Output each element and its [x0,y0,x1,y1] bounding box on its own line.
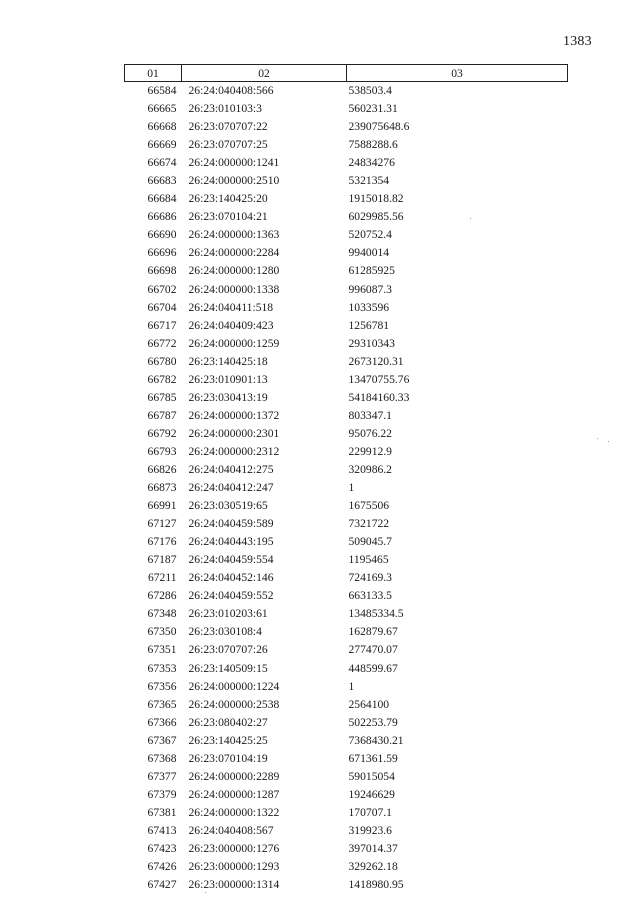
cadastral-number-cell: 26:24:040412:247 [188,481,274,495]
cadastral-number-cell: 26:23:070104:19 [188,751,268,765]
cadastral-number-cell: 26:23:010103:3 [188,102,262,116]
table-row [125,515,568,533]
cadastral-number-cell: 26:23:000000:1314 [188,878,280,892]
row-id-cell: 66704 [147,300,177,314]
table-row [125,858,568,876]
table-row [125,82,568,101]
cadastral-number-cell: 26:23:000000:1293 [188,860,280,874]
table-row [125,425,568,443]
row-id-cell: 67423 [147,841,177,855]
scan-speck [470,218,471,219]
cadastral-number-cell: 26:24:000000:1280 [188,264,280,278]
table-row [125,840,568,858]
cadastral-number-cell: 26:24:040443:195 [188,535,274,549]
value-cell: 54184160.33 [348,390,410,404]
cadastral-number-cell: 26:23:140509:15 [188,661,268,675]
value-cell: 448599.67 [348,661,398,675]
row-id-cell: 67353 [147,661,177,675]
value-cell: 1033596 [348,300,390,314]
row-id-cell: 66717 [147,318,177,332]
value-cell: 996087.3 [348,282,392,296]
table-row [125,172,568,190]
value-cell: 1915018.82 [348,192,404,206]
header-cell-02: 02 [182,65,347,82]
table-row [125,353,568,371]
value-cell: 229912.9 [348,444,392,458]
value-cell: 520752.4 [348,228,392,242]
cadastral-number-cell: 26:24:040459:552 [188,589,274,603]
table-row [125,569,568,587]
value-cell: 502253.79 [348,715,398,729]
cadastral-number-cell: 26:24:000000:2289 [188,769,280,783]
cadastral-number-cell: 26:24:000000:1372 [188,408,280,422]
row-id-cell: 66702 [147,282,177,296]
table-row [125,226,568,244]
cadastral-number-cell: 26:24:000000:1363 [188,228,280,242]
table-row [125,623,568,641]
cadastral-number-cell: 26:24:040412:275 [188,463,274,476]
value-cell: 9940014 [348,246,390,260]
cadastral-number-cell: 26:23:030108:4 [188,625,262,639]
value-cell: 2673120.31 [348,354,404,368]
row-id-cell: 66873 [147,481,177,495]
row-id-cell: 66668 [147,120,177,134]
value-cell: 2564100 [348,697,390,711]
cadastral-number-cell: 26:24:000000:1287 [188,787,280,801]
table-row [125,118,568,136]
table-row [125,461,568,479]
table-row [125,335,568,353]
value-cell: 13485334.5 [348,607,404,621]
value-cell: 19246629 [348,787,395,801]
row-id-cell: 66665 [147,102,177,116]
cadastral-number-cell: 26:23:000000:1276 [188,841,280,855]
table-row [125,100,568,118]
value-cell: 1 [348,679,355,693]
cadastral-number-cell: 26:24:040408:566 [188,84,274,98]
value-cell: 724169.3 [348,571,392,585]
row-id-cell: 67127 [147,517,177,531]
cadastral-number-cell: 26:24:000000:2510 [188,174,280,188]
row-id-cell: 67426 [147,860,177,874]
cadastral-number-cell: 26:23:070104:21 [188,210,268,224]
scan-speck [608,441,609,442]
cadastral-number-cell: 26:23:030519:65 [188,499,268,513]
scan-speck [597,438,598,439]
table-row [125,533,568,551]
table-row [125,497,568,515]
cadastral-number-cell: 26:24:000000:1241 [188,156,280,170]
cadastral-number-cell: 26:24:000000:1338 [188,282,280,296]
table-row [125,786,568,804]
value-cell: 320986.2 [348,463,392,476]
row-id-cell: 67286 [147,589,177,603]
header-cell-03: 03 [347,65,568,82]
row-id-cell: 67211 [147,571,177,585]
table-row [125,587,568,605]
data-table [124,64,568,894]
table-row [125,244,568,262]
row-id-cell: 67366 [147,715,177,729]
value-cell: 319923.6 [348,823,392,837]
value-cell: 7321722 [348,517,390,531]
row-id-cell: 66669 [147,138,177,152]
cadastral-number-cell: 26:24:040408:567 [188,823,274,837]
table-row [125,732,568,750]
cadastral-number-cell: 26:24:040411:518 [188,300,274,314]
row-id-cell: 66991 [147,499,177,513]
cadastral-number-cell: 26:24:000000:2538 [188,697,280,711]
table-row [125,876,568,894]
row-id-cell: 66686 [147,210,177,224]
row-id-cell: 67350 [147,625,177,639]
cadastral-number-cell: 26:23:070707:25 [188,138,268,152]
row-id-cell: 67176 [147,535,177,549]
header-row [125,65,568,82]
value-cell: 13470755.76 [348,372,410,386]
value-cell: 162879.67 [348,625,398,639]
row-id-cell: 66826 [147,463,177,476]
header-cell-01: 01 [125,65,182,82]
value-cell: 170707.1 [348,805,392,819]
value-cell: 7588288.6 [348,138,398,152]
row-id-cell: 66698 [147,264,177,278]
row-id-cell: 66792 [147,426,177,440]
cadastral-number-cell: 26:23:030413:19 [188,390,268,404]
row-id-cell: 67427 [147,878,177,892]
row-id-cell: 66780 [147,354,177,368]
value-cell: 277470.07 [348,643,398,657]
cadastral-number-cell: 26:23:140425:25 [188,733,268,747]
value-cell: 803347.1 [348,408,392,422]
table-header [125,65,568,82]
value-cell: 239075648.6 [348,120,410,134]
row-id-cell: 67356 [147,679,177,693]
row-id-cell: 66683 [147,174,177,188]
row-id-cell: 67351 [147,643,177,657]
table-row [125,551,568,569]
table-body [125,82,568,895]
row-id-cell: 67368 [147,751,177,765]
row-id-cell: 67413 [147,823,177,837]
row-id-cell: 67379 [147,787,177,801]
page-number: 1383 [563,34,592,49]
cadastral-number-cell: 26:24:000000:1322 [188,805,280,819]
table-row [125,660,568,678]
value-cell: 671361.59 [348,751,398,765]
row-id-cell: 67348 [147,607,177,621]
value-cell: 538503.4 [348,84,392,98]
value-cell: 29310343 [348,336,395,350]
scan-speck [205,892,206,893]
value-cell: 61285925 [348,264,395,278]
value-cell: 1675506 [348,499,390,513]
row-id-cell: 67187 [147,553,177,567]
row-id-cell: 66690 [147,228,177,242]
row-id-cell: 66785 [147,390,177,404]
cadastral-number-cell: 26:23:070707:22 [188,120,268,134]
table-row [125,190,568,208]
row-id-cell: 66793 [147,444,177,458]
cadastral-number-cell: 26:24:000000:2312 [188,444,280,458]
table-row [125,714,568,732]
value-cell: 1418980.95 [348,878,404,892]
value-cell: 329262.18 [348,860,398,874]
cadastral-number-cell: 26:23:080402:27 [188,715,268,729]
table-row [125,641,568,659]
cadastral-number-cell: 26:23:010203:61 [188,607,268,621]
row-id-cell: 67367 [147,733,177,747]
table-row [125,299,568,317]
value-cell: 1195465 [348,553,389,567]
cadastral-number-cell: 26:24:000000:1224 [188,679,280,693]
row-id-cell: 66584 [147,84,177,98]
value-cell: 24834276 [348,156,395,170]
table-row [125,678,568,696]
table-row [125,750,568,768]
table-row [125,696,568,714]
row-id-cell: 66782 [147,372,177,386]
table-row [125,136,568,154]
row-id-cell: 66787 [147,408,177,422]
cadastral-number-cell: 26:24:040459:589 [188,517,274,531]
value-cell: 5321354 [348,174,390,188]
cadastral-number-cell: 26:24:040409:423 [188,318,274,332]
cadastral-number-cell: 26:24:040452:146 [188,571,274,585]
table-row [125,443,568,461]
row-id-cell: 67377 [147,769,177,783]
value-cell: 1 [348,481,355,495]
table-row [125,389,568,407]
value-cell: 7368430.21 [348,733,404,747]
table-row [125,371,568,389]
row-id-cell: 67381 [147,805,177,819]
row-id-cell: 66772 [147,336,177,350]
value-cell: 397014.37 [348,841,398,855]
cadastral-number-cell: 26:23:070707:26 [188,643,268,657]
table-row [125,605,568,623]
value-cell: 6029985.56 [348,210,404,224]
row-id-cell: 66684 [147,192,177,206]
value-cell: 560231.31 [348,102,398,116]
table-row [125,768,568,786]
table-row [125,479,568,497]
table-row [125,262,568,280]
cadastral-number-cell: 26:23:010901:13 [188,372,268,386]
cadastral-number-cell: 26:24:000000:2301 [188,426,280,440]
value-cell: 95076.22 [348,426,392,440]
value-cell: 509045.7 [348,535,392,549]
cadastral-number-cell: 26:24:040459:554 [188,553,274,567]
value-cell: 59015054 [348,769,395,783]
value-cell: 663133.5 [348,589,392,603]
row-id-cell: 66696 [147,246,177,260]
row-id-cell: 66674 [147,156,177,170]
table-row [125,154,568,172]
cadastral-number-cell: 26:24:000000:2284 [188,246,280,260]
cadastral-number-cell: 26:23:140425:18 [188,354,268,368]
row-id-cell: 67365 [147,697,177,711]
table-row [125,317,568,335]
table-row [125,407,568,425]
table-row [125,804,568,822]
cadastral-number-cell: 26:24:000000:1259 [188,336,280,350]
table-row [125,822,568,840]
value-cell: 1256781 [348,318,390,332]
table-row [125,208,568,226]
table-row [125,281,568,299]
cadastral-number-cell: 26:23:140425:20 [188,192,268,206]
